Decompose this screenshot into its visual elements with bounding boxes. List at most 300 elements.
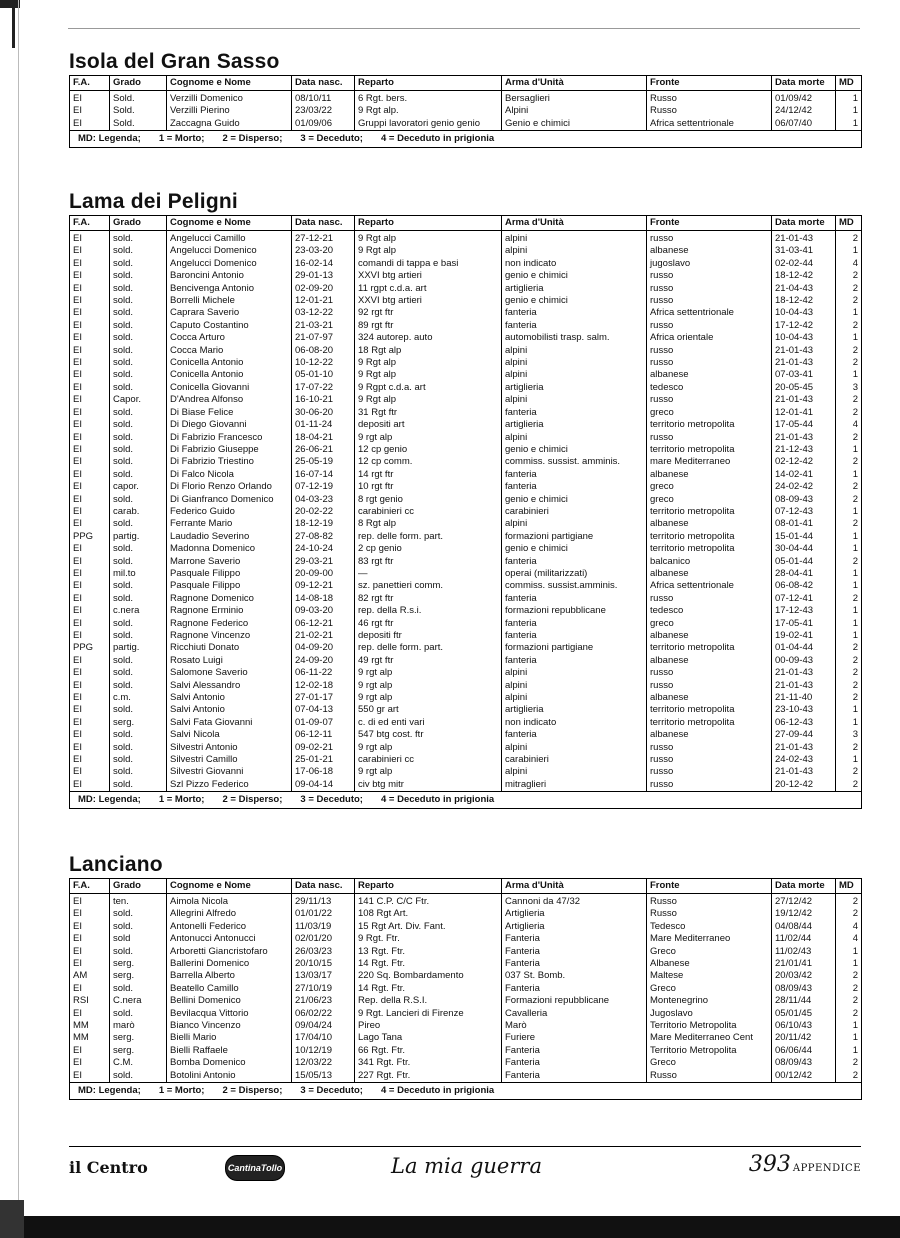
cell-reparto: 550 gr art — [355, 704, 502, 716]
cell-data-nasc: 15/05/13 — [292, 1070, 355, 1083]
column-header-grado: Grado — [110, 879, 167, 894]
table-row — [70, 283, 862, 295]
table-row — [70, 754, 862, 766]
cell-data-nasc: 05-01-10 — [292, 369, 355, 381]
cell-data-nasc: 17/04/10 — [292, 1032, 355, 1044]
cell-fa: EI — [70, 394, 110, 406]
cell-arma: genio e chimici — [502, 494, 647, 506]
cell-grado: c.m. — [110, 692, 167, 704]
cell-data-morte: 21-01-43 — [772, 394, 836, 406]
cell-data-morte: 07-12-43 — [772, 506, 836, 518]
cell-md: 2 — [836, 779, 862, 792]
cell-md: 4 — [836, 933, 862, 945]
cell-fa: MM — [70, 1020, 110, 1032]
cell-data-nasc: 01/09/06 — [292, 118, 355, 131]
cell-fa: EI — [70, 91, 110, 106]
table-row — [70, 295, 862, 307]
cell-data-nasc: 23/03/22 — [292, 105, 355, 117]
legend-row — [70, 131, 862, 148]
cell-data-morte: 15-01-44 — [772, 531, 836, 543]
cell-cognome-nome: Bianco Vincenzo — [167, 1020, 292, 1032]
cell-data-morte: 21-12-43 — [772, 444, 836, 456]
cell-data-nasc: 18-12-19 — [292, 518, 355, 530]
cell-fa: EI — [70, 518, 110, 530]
cell-cognome-nome: Di Falco Nicola — [167, 469, 292, 481]
cell-fa: EI — [70, 630, 110, 642]
cell-reparto: 9 rgt alp — [355, 667, 502, 679]
cell-fronte: russo — [647, 270, 772, 282]
table-row — [70, 1020, 862, 1032]
cell-grado: c.nera — [110, 605, 167, 617]
legend-row — [70, 1083, 862, 1100]
cell-arma: non indicato — [502, 717, 647, 729]
cell-reparto: 14 Rgt. Ftr. — [355, 958, 502, 970]
cell-cognome-nome: Silvestri Giovanni — [167, 766, 292, 778]
cell-arma: formazioni partigiane — [502, 642, 647, 654]
cell-reparto: 8 rgt genio — [355, 494, 502, 506]
cell-md: 1 — [836, 717, 862, 729]
cell-fa: EI — [70, 469, 110, 481]
cell-fronte: balcanico — [647, 556, 772, 568]
table-row — [70, 469, 862, 481]
cell-md: 2 — [836, 407, 862, 419]
cell-cognome-nome: Arboretti Giancristofaro — [167, 946, 292, 958]
cell-fa: EI — [70, 456, 110, 468]
table-row — [70, 630, 862, 642]
table-row — [70, 518, 862, 530]
cell-md: 1 — [836, 369, 862, 381]
cell-md: 2 — [836, 494, 862, 506]
table-row — [70, 742, 862, 754]
cell-md: 1 — [836, 754, 862, 766]
cell-md: 1 — [836, 105, 862, 117]
cell-data-nasc: 06/02/22 — [292, 1008, 355, 1020]
cell-grado: sold. — [110, 432, 167, 444]
cell-data-morte: 17-12-42 — [772, 320, 836, 332]
cell-fa: EI — [70, 543, 110, 555]
cell-grado: sold. — [110, 1070, 167, 1083]
table-row — [70, 320, 862, 332]
cell-grado: sold. — [110, 766, 167, 778]
cell-cognome-nome: Caprara Saverio — [167, 307, 292, 319]
section-title: Isola del Gran Sasso — [69, 50, 280, 73]
cell-reparto: 9 rgt alp — [355, 680, 502, 692]
cell-arma: Fanteria — [502, 933, 647, 945]
cell-cognome-nome: Barrella Alberto — [167, 970, 292, 982]
cell-data-nasc: 21-02-21 — [292, 630, 355, 642]
table-row — [70, 704, 862, 716]
cell-reparto: 66 Rgt. Ftr. — [355, 1045, 502, 1057]
cell-fa: EI — [70, 946, 110, 958]
cell-data-nasc: 29-01-13 — [292, 270, 355, 282]
cell-md: 1 — [836, 958, 862, 970]
cell-fronte: Jugoslavo — [647, 1008, 772, 1020]
cell-md: 3 — [836, 729, 862, 741]
table-row — [70, 618, 862, 630]
cell-data-nasc: 12-01-21 — [292, 295, 355, 307]
cell-cognome-nome: Di Fabrizio Francesco — [167, 432, 292, 444]
cell-reparto: 9 Rgt alp — [355, 369, 502, 381]
md-legend — [70, 792, 862, 809]
casualty-table — [69, 878, 862, 1100]
column-header-data-morte: Data morte — [772, 879, 836, 894]
legend-item: 2 = Disperso; — [222, 133, 283, 145]
cell-arma: alpini — [502, 231, 647, 246]
cell-fronte: russo — [647, 754, 772, 766]
cell-data-nasc: 29-03-21 — [292, 556, 355, 568]
cell-md: 1 — [836, 118, 862, 131]
cell-cognome-nome: Bevilacqua Vittorio — [167, 1008, 292, 1020]
cell-arma: artiglieria — [502, 419, 647, 431]
cell-data-morte: 02-02-44 — [772, 258, 836, 270]
cell-arma: Cannoni da 47/32 — [502, 894, 647, 909]
table-row — [70, 1032, 862, 1044]
cell-arma: fanteria — [502, 618, 647, 630]
column-header-arma: Arma d'Unità — [502, 76, 647, 91]
md-legend — [70, 1083, 862, 1100]
cell-grado: sold. — [110, 655, 167, 667]
cell-md: 1 — [836, 543, 862, 555]
cell-cognome-nome: Madonna Domenico — [167, 543, 292, 555]
cell-md: 2 — [836, 642, 862, 654]
cell-data-morte: 21-01-43 — [772, 432, 836, 444]
cell-reparto: 83 rgt ftr — [355, 556, 502, 568]
cell-grado: sold. — [110, 946, 167, 958]
casualty-table — [69, 75, 862, 148]
cell-cognome-nome: Conicella Antonio — [167, 357, 292, 369]
cell-fa: EI — [70, 432, 110, 444]
table-row — [70, 91, 862, 106]
cell-reparto: Rep. della R.S.I. — [355, 995, 502, 1007]
cell-reparto: 12 cp comm. — [355, 456, 502, 468]
table-row — [70, 593, 862, 605]
cell-fa: EI — [70, 444, 110, 456]
column-header-fronte: Fronte — [647, 76, 772, 91]
cell-cognome-nome: Ragnone Domenico — [167, 593, 292, 605]
cell-grado: sold. — [110, 382, 167, 394]
newspaper-brand: il Centro — [69, 1158, 148, 1177]
cell-arma: alpini — [502, 345, 647, 357]
table-row — [70, 692, 862, 704]
cell-fa: PPG — [70, 531, 110, 543]
cell-md: 1 — [836, 704, 862, 716]
cell-fa: EI — [70, 332, 110, 344]
cell-data-nasc: 07-04-13 — [292, 704, 355, 716]
cell-md: 2 — [836, 680, 862, 692]
cell-reparto: 14 Rgt. Ftr. — [355, 983, 502, 995]
cell-fronte: albanese — [647, 655, 772, 667]
cell-data-morte: 21-11-40 — [772, 692, 836, 704]
cell-reparto: rep. delle form. part. — [355, 642, 502, 654]
cell-md: 2 — [836, 518, 862, 530]
cell-fronte: territorio metropolita — [647, 506, 772, 518]
cell-data-morte: 21-01-43 — [772, 742, 836, 754]
table-row — [70, 766, 862, 778]
cell-grado: sold. — [110, 419, 167, 431]
cell-reparto: Gruppi lavoratori genio genio — [355, 118, 502, 131]
cell-fronte: tedesco — [647, 382, 772, 394]
legend-label: MD: Legenda; — [78, 794, 141, 806]
cell-fa: EI — [70, 345, 110, 357]
cell-cognome-nome: Antonucci Antonucci — [167, 933, 292, 945]
table-row — [70, 729, 862, 741]
cell-fronte: Mare Mediterraneo Cent — [647, 1032, 772, 1044]
cell-reparto: 46 rgt ftr — [355, 618, 502, 630]
cell-grado: sold. — [110, 580, 167, 592]
cell-fronte: jugoslavo — [647, 258, 772, 270]
cell-cognome-nome: Angelucci Camillo — [167, 231, 292, 246]
table-row — [70, 1057, 862, 1069]
cell-cognome-nome: Bielli Raffaele — [167, 1045, 292, 1057]
cell-fronte: albanese — [647, 568, 772, 580]
cell-cognome-nome: Di Biase Felice — [167, 407, 292, 419]
column-header-reparto: Reparto — [355, 879, 502, 894]
cell-arma: Artiglieria — [502, 908, 647, 920]
cell-fronte: territorio metropolita — [647, 543, 772, 555]
cell-cognome-nome: Beatello Camillo — [167, 983, 292, 995]
cell-arma: mitraglieri — [502, 779, 647, 792]
cell-data-nasc: 26/03/23 — [292, 946, 355, 958]
cell-cognome-nome: Salomone Saverio — [167, 667, 292, 679]
cell-fa: EI — [70, 556, 110, 568]
cell-cognome-nome: Ferrante Mario — [167, 518, 292, 530]
cell-fa: EI — [70, 1008, 110, 1020]
cell-data-morte: 24-02-43 — [772, 754, 836, 766]
cell-arma: fanteria — [502, 481, 647, 493]
cell-md: 2 — [836, 1008, 862, 1020]
cell-data-nasc: 24-09-20 — [292, 655, 355, 667]
cell-cognome-nome: Antonelli Federico — [167, 921, 292, 933]
table-row — [70, 921, 862, 933]
table-row — [70, 432, 862, 444]
cell-arma: fanteria — [502, 469, 647, 481]
md-legend — [70, 131, 862, 148]
cell-data-morte: 20-05-45 — [772, 382, 836, 394]
cell-reparto: c. di ed enti vari — [355, 717, 502, 729]
cell-arma: carabinieri — [502, 506, 647, 518]
cell-cognome-nome: Laudadio Severino — [167, 531, 292, 543]
column-header-fronte: Fronte — [647, 216, 772, 231]
cell-data-morte: 18-12-42 — [772, 295, 836, 307]
cell-data-nasc: 09-02-21 — [292, 742, 355, 754]
cell-data-nasc: 06-11-22 — [292, 667, 355, 679]
cell-fronte: Greco — [647, 1057, 772, 1069]
column-header-md: MD — [836, 76, 862, 91]
cell-md: 2 — [836, 667, 862, 679]
cell-data-morte: 30-04-44 — [772, 543, 836, 555]
cell-grado: Sold. — [110, 105, 167, 117]
cell-fa: RSI — [70, 995, 110, 1007]
table-row — [70, 407, 862, 419]
cell-data-nasc: 01-11-24 — [292, 419, 355, 431]
cell-cognome-nome: Rosato Luigi — [167, 655, 292, 667]
cell-data-nasc: 17-06-18 — [292, 766, 355, 778]
cell-reparto: 9 rgt alp — [355, 742, 502, 754]
table-row — [70, 667, 862, 679]
cell-grado: sold — [110, 933, 167, 945]
cell-cognome-nome: Salvi Antonio — [167, 692, 292, 704]
cell-data-nasc: 25-05-19 — [292, 456, 355, 468]
cell-fronte: russo — [647, 593, 772, 605]
cell-fa: EI — [70, 958, 110, 970]
cell-data-morte: 27-09-44 — [772, 729, 836, 741]
legend-item: 2 = Disperso; — [222, 1085, 283, 1097]
header-row — [70, 879, 862, 894]
cell-data-nasc: 07-12-19 — [292, 481, 355, 493]
cell-cognome-nome: Di Gianfranco Domenico — [167, 494, 292, 506]
cell-data-morte: 21-01-43 — [772, 357, 836, 369]
cell-data-nasc: 23-03-20 — [292, 245, 355, 257]
table-row — [70, 543, 862, 555]
cell-data-morte: 19-02-41 — [772, 630, 836, 642]
legend-item: 2 = Disperso; — [222, 794, 283, 806]
cell-data-nasc: 16-02-14 — [292, 258, 355, 270]
cell-fa: EI — [70, 618, 110, 630]
cell-reparto: 547 btg cost. ftr — [355, 729, 502, 741]
series-title: La mia guerra — [391, 1154, 542, 1178]
cell-md: 2 — [836, 692, 862, 704]
cell-arma: Fanteria — [502, 946, 647, 958]
cell-md: 2 — [836, 593, 862, 605]
cell-reparto: 108 Rgt Art. — [355, 908, 502, 920]
cell-fa: EI — [70, 729, 110, 741]
cell-data-nasc: 25-01-21 — [292, 754, 355, 766]
cell-grado: sold. — [110, 593, 167, 605]
cell-md: 1 — [836, 531, 862, 543]
cell-reparto: rep. delle form. part. — [355, 531, 502, 543]
cell-fronte: Montenegrino — [647, 995, 772, 1007]
cell-grado: Capor. — [110, 394, 167, 406]
cell-cognome-nome: Conicella Antonio — [167, 369, 292, 381]
legend-item: 3 = Deceduto; — [300, 133, 363, 145]
cell-grado: carab. — [110, 506, 167, 518]
cell-data-morte: 24-02-42 — [772, 481, 836, 493]
cell-data-morte: 20/11/42 — [772, 1032, 836, 1044]
cell-reparto: carabinieri cc — [355, 754, 502, 766]
column-header-grado: Grado — [110, 76, 167, 91]
cell-grado: serg. — [110, 970, 167, 982]
cell-reparto: 9 Rgt. Ftr. — [355, 933, 502, 945]
cell-data-nasc: 03-12-22 — [292, 307, 355, 319]
cell-grado: sold. — [110, 231, 167, 246]
cell-grado: Sold. — [110, 118, 167, 131]
cell-fa: EI — [70, 742, 110, 754]
table-row — [70, 908, 862, 920]
cell-data-morte: 01/09/42 — [772, 91, 836, 106]
cell-reparto: carabinieri cc — [355, 506, 502, 518]
cell-data-morte: 02-12-42 — [772, 456, 836, 468]
cell-cognome-nome: Angelucci Domenico — [167, 258, 292, 270]
section-lama-dei-peligni — [69, 189, 861, 809]
cell-arma: alpini — [502, 357, 647, 369]
cell-fronte: albanese — [647, 245, 772, 257]
cell-cognome-nome: Cocca Arturo — [167, 332, 292, 344]
cell-reparto: 15 Rgt Art. Div. Fant. — [355, 921, 502, 933]
cell-data-nasc: 08/10/11 — [292, 91, 355, 106]
table-row — [70, 345, 862, 357]
cell-fa: EI — [70, 307, 110, 319]
cell-grado: sold. — [110, 444, 167, 456]
cell-cognome-nome: Silvestri Antonio — [167, 742, 292, 754]
cell-arma: Genio e chimici — [502, 118, 647, 131]
cell-data-morte: 08-09-43 — [772, 494, 836, 506]
table-row — [70, 456, 862, 468]
cell-data-nasc: 26-06-21 — [292, 444, 355, 456]
table-row — [70, 933, 862, 945]
legend-item: 1 = Morto; — [158, 1085, 205, 1097]
legend-item: 1 = Morto; — [158, 133, 205, 145]
appendix-label: APPENDICE — [792, 1163, 861, 1174]
cell-reparto: comandi di tappa e basi — [355, 258, 502, 270]
cell-fronte: Tedesco — [647, 921, 772, 933]
cell-fa: EI — [70, 494, 110, 506]
cell-cognome-nome: Angelucci Domenico — [167, 245, 292, 257]
cell-cognome-nome: D'Andrea Alfonso — [167, 394, 292, 406]
header-row — [70, 216, 862, 231]
cell-md: 2 — [836, 456, 862, 468]
cell-grado: sold. — [110, 357, 167, 369]
cell-grado: sold. — [110, 983, 167, 995]
cell-data-morte: 05-01-44 — [772, 556, 836, 568]
cell-reparto: 9 Rgt. Lancieri di Firenze — [355, 1008, 502, 1020]
cell-fronte: Greco — [647, 983, 772, 995]
cell-data-nasc: 12/03/22 — [292, 1057, 355, 1069]
cell-reparto: 11 rgpt c.d.a. art — [355, 283, 502, 295]
cell-grado: sold. — [110, 680, 167, 692]
cell-fronte: Territorio Metropolita — [647, 1020, 772, 1032]
cell-data-morte: 17-05-41 — [772, 618, 836, 630]
table-row — [70, 531, 862, 543]
cell-fronte: russo — [647, 667, 772, 679]
cell-fa: EI — [70, 270, 110, 282]
column-header-fronte: Fronte — [647, 879, 772, 894]
table-row — [70, 995, 862, 1007]
cell-fronte: albanese — [647, 729, 772, 741]
cell-fronte: albanese — [647, 469, 772, 481]
cell-reparto: 341 Rgt. Ftr. — [355, 1057, 502, 1069]
section-title: Lama dei Peligni — [69, 190, 238, 213]
cell-cognome-nome: Conicella Giovanni — [167, 382, 292, 394]
cell-reparto: depositi art — [355, 419, 502, 431]
cell-fa: EI — [70, 779, 110, 792]
cell-md: 2 — [836, 908, 862, 920]
legend-label: MD: Legenda; — [78, 1085, 141, 1097]
cell-grado: serg. — [110, 1045, 167, 1057]
cell-arma: genio e chimici — [502, 295, 647, 307]
cell-data-morte: 10-04-43 — [772, 332, 836, 344]
legend-item: 1 = Morto; — [158, 794, 205, 806]
cell-arma: alpini — [502, 667, 647, 679]
cell-grado: capor. — [110, 481, 167, 493]
cell-arma: Cavalleria — [502, 1008, 647, 1020]
cell-reparto: XXVI btg artieri — [355, 270, 502, 282]
legend-row — [70, 792, 862, 809]
cell-fronte: mare Mediterraneo — [647, 456, 772, 468]
cell-fa: MM — [70, 1032, 110, 1044]
cell-arma: fanteria — [502, 307, 647, 319]
cell-fronte: territorio metropolita — [647, 531, 772, 543]
cell-data-nasc: 01/01/22 — [292, 908, 355, 920]
cell-grado: C.nera — [110, 995, 167, 1007]
column-header-md: MD — [836, 879, 862, 894]
cell-data-morte: 07-12-41 — [772, 593, 836, 605]
cell-grado: sold. — [110, 742, 167, 754]
cell-data-nasc: 12-02-18 — [292, 680, 355, 692]
cell-grado: sold. — [110, 618, 167, 630]
cell-md: 1 — [836, 605, 862, 617]
cell-md: 2 — [836, 655, 862, 667]
cell-fronte: tedesco — [647, 605, 772, 617]
